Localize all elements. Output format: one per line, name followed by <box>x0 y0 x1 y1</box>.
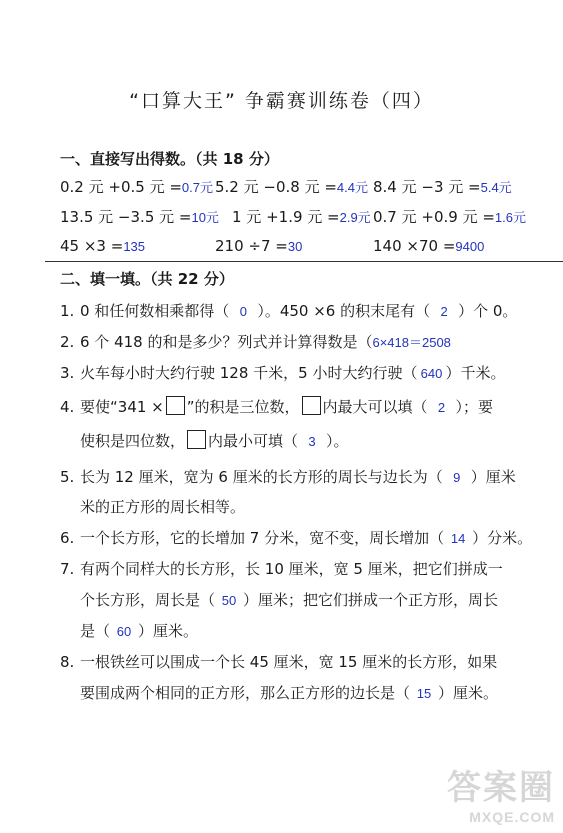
answer: 640 <box>420 366 443 381</box>
question-5-line-2: 米的正方形的周长相等。 <box>80 498 246 516</box>
calc-item: 8.4 元 −3 元 =5.4元 <box>373 178 512 196</box>
answer: 0 <box>239 304 247 319</box>
answer: 5.4元 <box>480 180 512 195</box>
calc-item: 0.7 元 +0.9 元 =1.6元 <box>373 208 526 226</box>
answer: 6×418＝2508 <box>372 335 451 350</box>
answer: 0.7元 <box>181 180 213 195</box>
answer: 2 <box>440 304 448 319</box>
empty-box-icon <box>187 430 206 449</box>
calc-item: 0.2 元 +0.5 元 =0.7元 <box>60 178 213 196</box>
answer: 60 <box>116 624 132 639</box>
question-7-line-3: 是（ 60 ）厘米。 <box>80 622 199 640</box>
answer: 1.6元 <box>494 210 526 225</box>
section-divider <box>45 261 563 262</box>
section2-heading: 二、填一填。（共 22 分） <box>60 270 234 288</box>
answer: 2 <box>437 400 446 415</box>
answer: 10元 <box>191 210 219 225</box>
answer: 4.4元 <box>336 180 368 195</box>
question-4-line-2: 使积是四位数， 内最小可填（ 3 ）。 <box>80 432 349 450</box>
watermark: 答案圈 MXQE.COM <box>447 769 555 825</box>
answer: 14 <box>450 531 466 546</box>
question-2: 2. 6 个 418 的和是多少？列式并计算得数是（6×418＝2508 <box>60 333 451 351</box>
answer: 2.9元 <box>339 210 371 225</box>
answer: 9 <box>453 470 461 485</box>
answer: 30 <box>287 239 303 254</box>
question-6: 6. 一个长方形，它的长增加 7 分米，宽不变，周长增加（ 14 ）分米。 <box>60 529 533 547</box>
page-title: “口算大王” 争霸赛训练卷（四） <box>129 90 434 112</box>
calc-item: 45 ×3 =135 <box>60 237 146 255</box>
calc-item: 140 ×70 =9400 <box>373 237 485 255</box>
calc-item: 210 ÷7 =30 <box>215 237 303 255</box>
empty-box-icon <box>166 396 185 415</box>
calc-item: 1 元 +1.9 元 =2.9元 <box>232 208 371 226</box>
calc-item: 13.5 元 −3.5 元 =10元 <box>60 208 219 226</box>
question-7: 7. 有两个同样大的长方形，长 10 厘米，宽 5 厘米，把它们拼成一 <box>60 560 503 578</box>
answer: 9400 <box>455 239 485 254</box>
calc-item: 5.2 元 −0.8 元 =4.4元 <box>215 178 368 196</box>
question-3: 3. 火车每小时大约行驶 128 千米，5 小时大约行驶（ 640 ）千米。 <box>60 364 506 382</box>
question-5: 5. 长为 12 厘米，宽为 6 厘米的长方形的周长与边长为（ 9 ）厘米 <box>60 468 516 486</box>
answer: 15 <box>416 686 432 701</box>
question-7-line-2: 个长方形，周长是（ 50 ）厘米；把它们拼成一个正方形，周长 <box>80 591 499 609</box>
section1-heading: 一、直接写出得数。（共 18 分） <box>60 150 279 168</box>
answer: 135 <box>123 239 146 254</box>
question-1: 1. 0 和任何数相乘都得（ 0 ）。450 ×6 的积末尾有（ 2 ）个 0。 <box>60 302 518 320</box>
question-8-line-2: 要围成两个相同的正方形，那么正方形的边长是（ 15 ）厘米。 <box>80 684 499 702</box>
answer: 3 <box>308 434 316 449</box>
question-8: 8. 一根铁丝可以围成一个长 45 厘米，宽 15 厘米的长方形，如果 <box>60 653 498 671</box>
empty-box-icon <box>302 396 321 415</box>
question-4: 4. 要使“341 × ”的积是三位数， 内最大可以填（ 2 ）；要 <box>60 398 494 416</box>
answer: 50 <box>221 593 237 608</box>
